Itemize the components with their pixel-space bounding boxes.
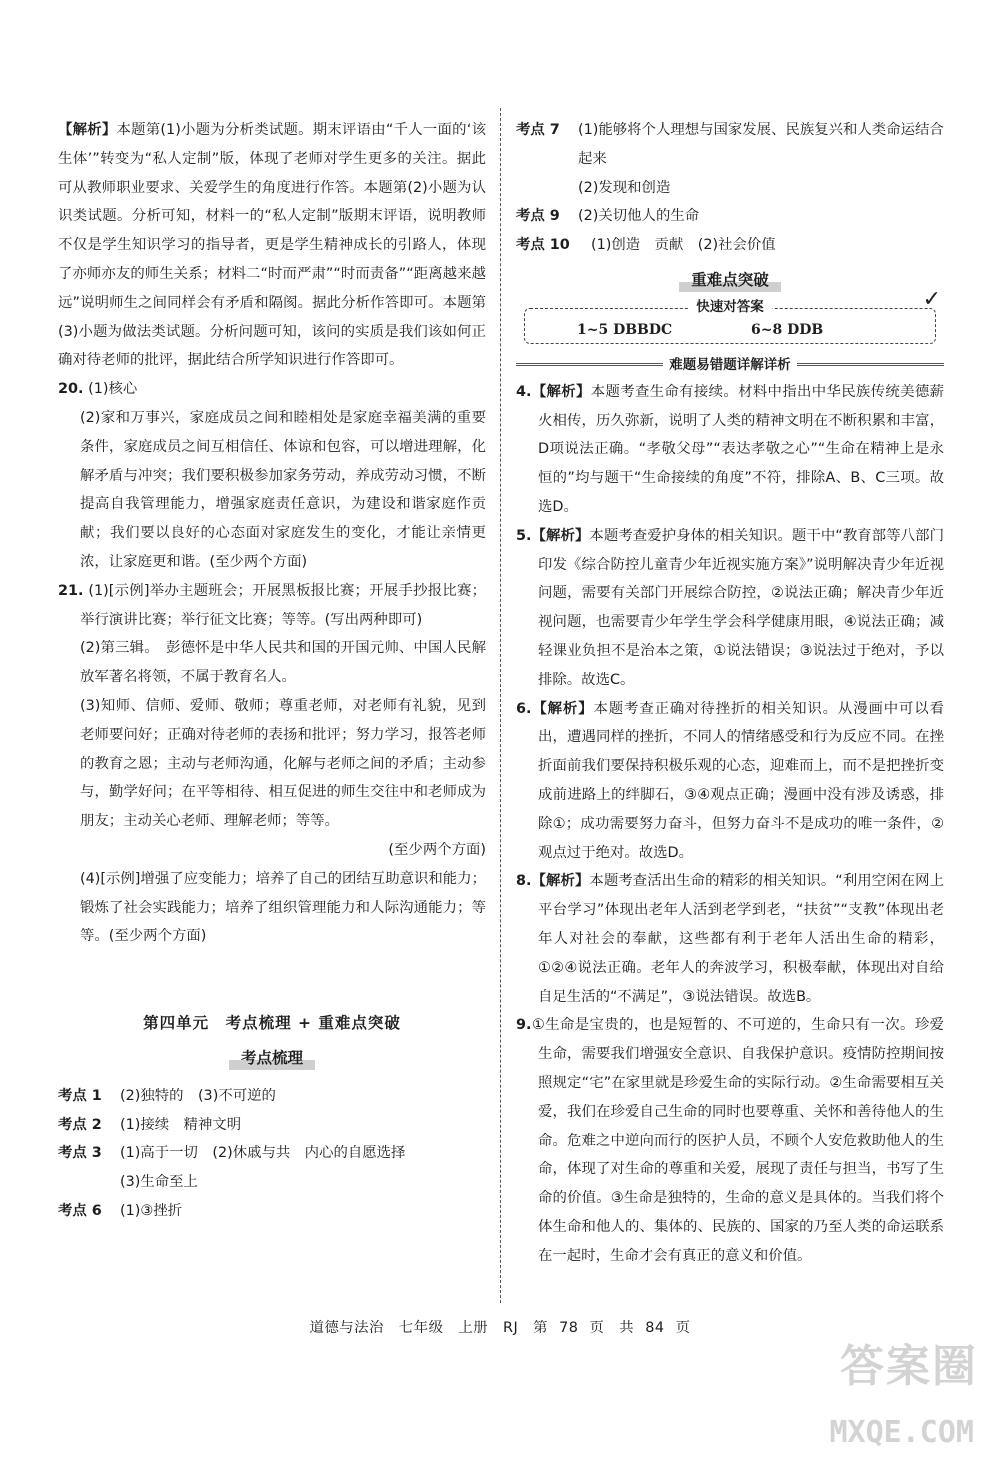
column-divider — [500, 108, 501, 1303]
kaodian-item — [516, 202, 944, 231]
quick-answer-title: 快速对答案 — [688, 297, 772, 317]
explanation-item — [516, 867, 944, 1011]
watermark-url: MXQE.COM — [829, 1415, 974, 1450]
heading-rule — [516, 363, 663, 366]
kaodian-value: (1)接续 精神文明 — [120, 1116, 242, 1133]
watermark-logo-text: 答案圈 — [840, 1341, 978, 1392]
question-20 — [58, 375, 486, 404]
quick-answer-box — [524, 286, 941, 344]
question-number: 8. — [516, 873, 532, 890]
kaodian-label: 考点 10 — [516, 237, 570, 254]
analysis-tag: 【解析】 — [531, 383, 591, 400]
answer-part: (1)[示例]举办主题班会；开展黑板报比赛；开展手抄报比赛；举行演讲比赛；举行征文比赛；等等。(写出两种即可) — [80, 582, 486, 628]
answer-part: (2)家和万事兴，家庭成员之间和睦相处是家庭幸福美满的重要条件，家庭成员之间互相信任、体谅和包容，可以增进理解，化解矛盾与冲突；我们要积极参加家务劳动，养成劳动习惯，不断提高自我管理能力，增强家庭责任意识，为建设和谐家庭作贡献；我们要以良好的心态面对家庭发生的变化，才能让亲情更浓，让家庭更和谐。(至少两个方面) — [80, 409, 486, 570]
answer-part: (1)核心 — [88, 381, 138, 398]
question-number: 4. — [516, 383, 532, 400]
analysis-tag: 【解析】 — [531, 700, 594, 717]
quick-answer-6-8: 6~8 DDB — [751, 321, 824, 338]
section-title-text: 考点梳理 — [229, 1044, 315, 1073]
explanation-item — [516, 522, 944, 695]
explanation-item — [516, 695, 944, 868]
explanation-text: 本题考查正确对待挫折的相关知识。从漫画中可以看出，遭遇同样的挫折，不同人的情绪感受和行为反应不同。在挫折面前我们要保持积极乐观的心态，迎难而上，而不是把挫折变成前进路上的绊脚石，③④观点正确；漫画中没有涉及诱惑，排除①；成功需要努力奋斗，但努力奋斗不是成功的唯一条件，②观点过于绝对。故选D。 — [538, 700, 944, 861]
explanation-text: 本题考查生命有接续。材料中指出中华民族传统美德薪火相传，历久弥新，说明了人类的精神文明在不断积累和丰富，D项说法正确。“孝敬父母”“表达孝敬之心”“生命在精神上是永恒的”均与题干“生命接续的角度”不符，排除A、B、C三项。故选D。 — [538, 383, 944, 515]
kaodian-value: (2)独特的 (3)不可逆的 — [120, 1087, 276, 1104]
section-title-zhongnandian — [516, 266, 944, 296]
kaodian-value: (1)③挫折 — [120, 1202, 183, 1219]
analysis-tag: 【解析】 — [531, 527, 590, 544]
kaodian-label: 考点 6 — [58, 1202, 102, 1219]
kaodian-value: (2)关切他人的生命 — [578, 208, 700, 225]
answer-part: (2)第三辑。 彭德怀是中华人民共和国的开国元帅、中国人民解放军著名将领，不属于教育名人。 — [80, 640, 486, 686]
kaodian-continuation: (2)发现和创造 — [578, 179, 671, 196]
kaodian-item — [58, 1197, 486, 1226]
kaodian-continuation: (3)生命至上 — [120, 1174, 198, 1191]
left-column — [58, 116, 486, 1226]
kaodian-value: (1)高于一切 (2)休戚与共 内心的自愿选择 — [120, 1145, 406, 1162]
kaodian-item — [58, 1111, 486, 1140]
explanation-text: 本题考查活出生命的精彩的相关知识。“利用空闲在网上平台学习”体现出老年人活到老学到老，“扶贫”“支教”体现出老年人对社会的奉献，这些都有利于老年人活出生命的精彩，①②④说法正确。老年人的奔波学习，积极奉献，体现出对自给自足生活的“不满足”，③说法错误。故选B。 — [538, 873, 944, 1005]
kaodian-label: 考点 3 — [58, 1145, 102, 1162]
question-number: 21. — [58, 582, 84, 599]
question-number: 5. — [516, 527, 532, 544]
heading-rule — [797, 363, 944, 366]
watermark-logo — [788, 1337, 978, 1457]
question-number: 9. — [516, 1017, 532, 1034]
section-title-kaodian — [58, 1044, 486, 1074]
question-number: 6. — [516, 700, 532, 717]
answer-part: (4)[示例]增强了应变能力；培养了自己的团结互助意识和能力；锻炼了社会实践能力；培养了组织管理能力和人际沟通能力；等等。(至少两个方面) — [80, 870, 486, 945]
explanation-item — [516, 378, 944, 522]
section-title-text: 重难点突破 — [679, 266, 781, 295]
kaodian-label: 考点 1 — [58, 1087, 102, 1104]
quick-answer-1-5: 1~5 DBBDC — [577, 321, 673, 338]
analysis-tag: 【解析】 — [58, 122, 117, 138]
answer-note: (至少两个方面) — [388, 841, 486, 858]
kaodian-item — [58, 1082, 486, 1111]
analysis-paragraph — [58, 116, 486, 375]
unit-title: 第四单元 考点梳理 + 重难点突破 — [143, 1014, 401, 1033]
answer-part: (3)知师、信师、爱师、敬师；尊重老师，对老师有礼貌，见到老师要问好；正确对待老师的表扬和批评；努力学习，报答老师的教育之恩；主动与老师沟通，化解与老师之间的矛盾；主动参与，勤学好问；在平等相待、相互促进的师生交往中和老师成为朋友；主动关心老师、理解老师；等等。 — [80, 697, 486, 830]
explanation-text: 本题考查爱护身体的相关知识。题干中“教育部等八部门印发《综合防控儿童青少年近视实施方案》”说明解决青少年近视问题，需要有关部门开展综合防控，②说法正确；解决青少年近视问题，也需要青少年学生学会科学健康用眼，④说法正确；减轻课业负担不是治本之策，①说法错误；③说法过于绝对，予以排除。故选C。 — [538, 527, 944, 688]
detail-heading-text: 难题易错题详解详析 — [669, 356, 791, 373]
kaodian-label: 考点 9 — [516, 208, 560, 225]
explanation-text: ①生命是宝贵的，也是短暂的、不可逆的，生命只有一次。珍爱生命，需要我们增强安全意识、自我保护意识。疫情防控期间按照规定“宅”在家里就是珍爱生命的实际行动。②生命需要相互关爱，我们在珍爱自己生命的同时也要尊重、关怀和善待他人的生命。危难之中逆向而行的医护人员，不顾个人安危救助他人的生命，体现了对生命的尊重和关爱，展现了责任与担当，书写了生命的价值。③生命是独特的，生命的意义是具体的。当我们将个体生命和他人的、集体的、民族的、国家的乃至人类的命运联系在一起时，生命才会有真正的意义和价值。 — [531, 1017, 944, 1264]
kaodian-item — [516, 116, 944, 174]
question-number: 20. — [58, 381, 84, 398]
page-footer: 道德与法治 七年级 上册 RJ 第 78 页 共 84 页 — [309, 1320, 691, 1336]
kaodian-value: (1)能够将个人理想与国家发展、民族复兴和人类命运结合起来 — [578, 122, 944, 167]
analysis-tag: 【解析】 — [531, 873, 590, 890]
kaodian-label: 考点 2 — [58, 1116, 102, 1133]
kaodian-item — [516, 231, 944, 260]
right-column — [516, 116, 944, 1270]
checkmark-icon: ✓ — [922, 286, 941, 312]
analysis-text: 本题第(1)小题为分析类试题。期末评语由“千人一面的‘该生体’”转变为“私人定制”版，体现了老师对学生更多的关注。据此可从教师职业要求、关爱学生的角度进行作答。本题第(2)小题为认识类试题。分析可知，材料一的“私人定制”版期末评语，说明教师不仅是学生知识学习的指导者，更是学生精神成长的引路人，体现了亦师亦友的师生关系；材料二“时而严肃”“时而责备”“距离越来越远”说明师生之间同样会有矛盾和隔阂。据此分析作答即可。本题第(3)小题为做法类试题。分析问题可知，该问的实质是我们该如何正确对待老师的批评，据此结合所学知识进行作答即可。 — [58, 122, 486, 369]
explanation-item — [516, 1011, 944, 1270]
kaodian-item — [58, 1139, 486, 1168]
kaodian-value: (1)创造 贡献 (2)社会价值 — [591, 237, 776, 254]
kaodian-label: 考点 7 — [516, 122, 560, 138]
detail-heading — [516, 354, 944, 376]
question-21 — [58, 577, 486, 635]
